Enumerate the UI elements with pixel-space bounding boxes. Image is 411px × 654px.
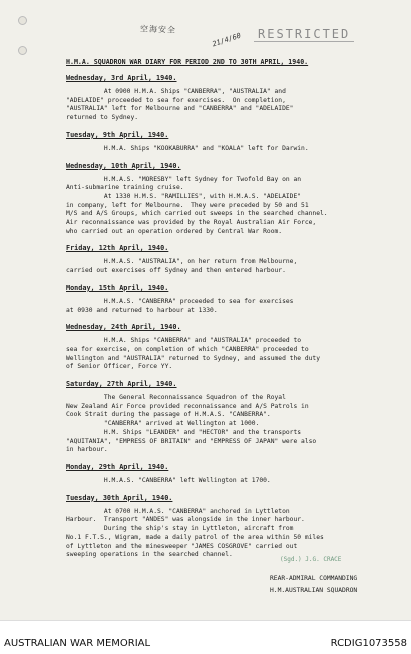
entry-text: H.M.A.S. "CANBERRA" left Wellington at 1700. (66, 476, 271, 484)
signature-line-1: REAR-ADMIRAL COMMANDING (270, 575, 358, 582)
entry-text: At 0700 H.M.A.S. "CANBERRA" anchored in Lyttleton Harbour. Transport "ANDES" was alongside in the inner harbour. During the ship's stay in Lyttleton, aircraft from No.1 F.T.S., Wigram, made a daily patrol of the area within 50 miles of Lyttleton and the minesweeper "JAMES COSGROVE" carried out sweeping operations in the searched channel. (66, 507, 324, 559)
signature-stamp: (Sgd.) J.G. CRACE (280, 556, 342, 563)
entry-date: Wednesday, 24th April, 1940. (66, 323, 181, 332)
entry-date: Wednesday, 3rd April, 1940. (66, 74, 177, 82)
entry-text: The General Reconnaissance Squadron of the Royal New Zealand Air Force provided reconnaissance and A/S Patrols in Cook Strait during the passage of H.M.A.S. "CANBERRA". "CANBERRA" arrived at Wellington at 1000. H.M. Ships "LEANDER" and "HECTOR" and the transports "AQUITANIA", "EMPRESS OF BRITAIN" and "EMPRESS OF JAPAN" were also in harbour. (66, 394, 317, 454)
archive-name: AUSTRALIAN WAR MEMORIAL (4, 638, 151, 649)
entry-text: H.M.A. Ships "CANBERRA" and "AUSTRALIA" proceeded to sea for exercise, on completion of which "CANBERRA" proceeded to Wellington and "AUSTRALIA" returned to Sydney, and assumed the duty of Senior Officer, Force YY. (66, 337, 321, 371)
entry-text: At 0900 H.M.A. Ships "CANBERRA", "AUSTRALIA" and "ADELAIDE" proceeded to sea for exercises. On completion, "AUSTRALIA" left for Melbourne and "CANBERRA" and "ADELAIDE" returned to Sydney. (66, 88, 294, 122)
entry-date: Tuesday, 30th April, 1940. (66, 493, 173, 502)
diary-body (66, 66, 396, 562)
entry-date: Friday, 12th April, 1940. (66, 244, 169, 253)
archive-footer (0, 620, 411, 654)
punch-hole (18, 16, 27, 25)
entry-text: H.M.A.S. "MORESBY" left Sydney for Twofold Bay on an Anti-submarine training cruise. At 1330 H.M.S. "RAMILLIES", with H.M.A.S. "ADELAIDE" in company, left for Melbourne. They were preceded by 50 and 51 M/S and A/S Groups, which carried out sweeps in the searched channel. Air reconnaissance was provided by the Royal Australian Air Force, who carried out an operation ordered by Central War Room. (66, 175, 328, 235)
document-title: H.M.A. SQUADRON WAR DIARY FOR PERIOD 2ND TO 30TH APRIL, 1940. (66, 58, 309, 66)
archive-id: RCDIG1073558 (330, 638, 407, 649)
restricted-stamp: RESTRICTED (254, 27, 354, 42)
entry-date: Tuesday, 9th April, 1940. (66, 130, 169, 139)
signature-line-2: H.M.AUSTRALIAN SQUADRON (270, 587, 358, 594)
entry-date: Saturday, 27th April, 1940. (66, 380, 177, 389)
punch-hole (18, 46, 27, 55)
entry-date: Wednesday, 10th April, 1940. (66, 161, 181, 170)
entry-text: H.M.A.S. "AUSTRALIA", on her return from Melbourne, carried out exercises off Sydney and then entered harbour. (66, 258, 298, 275)
header-marks: 空海安全 (139, 24, 177, 35)
handwritten-note: 21/4/60 (211, 31, 243, 49)
entry-date: Monday, 15th April, 1940. (66, 283, 169, 292)
entry-text: H.M.A.S. "CANBERRA" proceeded to sea for exercises at 0930 and returned to harbour at 1330. (66, 297, 294, 314)
entry-text: H.M.A. Ships "KOOKABURRA" and "KOALA" left for Darwin. (66, 144, 309, 152)
entry-date: Monday, 29th April, 1940. (66, 462, 169, 471)
